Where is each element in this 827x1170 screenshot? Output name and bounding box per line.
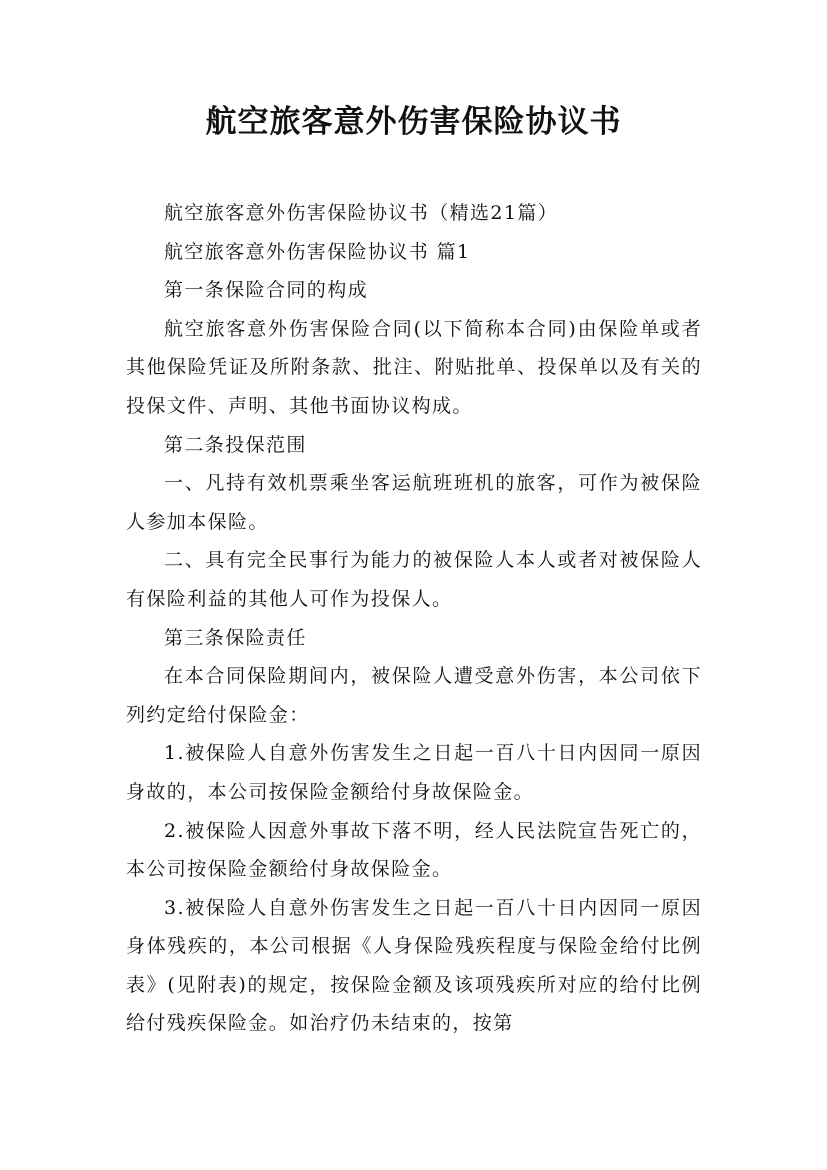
list-item: 3.被保险人自意外伤害发生之日起一百八十日内因同一原因身体残疾的，本公司根据《人身保险残疾程度与保险金给付比例表》(见附表)的规定，按保险金额及该项残疾所对应的给付比例给付残疾保险金。如治疗仍未结束的，按第 [126,896,702,1035]
article-heading-3: 第三条保险责任 [164,626,307,649]
document-title: 航空旅客意外伤害保险协议书 [205,104,622,140]
paragraph: 二、具有完全民事行为能力的被保险人本人或者对被保险人有保险利益的其他人可作为投保人。 [126,549,702,610]
subtitle-line: 航空旅客意外伤害保险协议书（精选21篇） [164,202,559,224]
list-item: 2.被保险人因意外事故下落不明，经人民法院宣告死亡的，本公司按保险金额给付身故保险金。 [126,819,702,881]
document-body [126,194,702,1043]
list-item: 1.被保险人自意外伤害发生之日起一百八十日内因同一原因身故的，本公司按保险金额给付身故保险金。 [126,742,702,803]
article-heading-2: 第二条投保范围 [164,433,307,456]
article-heading-1: 第一条保险合同的构成 [164,279,369,302]
section-heading: 航空旅客意外伤害保险协议书 篇1 [164,240,471,263]
paragraph: 在本合同保险期间内，被保险人遭受意外伤害，本公司依下列约定给付保险金： [126,665,702,726]
paragraph: 一、凡持有效机票乘坐客运航班班机的旅客，可作为被保险人参加本保险。 [126,472,702,533]
paragraph: 航空旅客意外伤害保险合同(以下简称本合同)由保险单或者其他保险凭证及所附条款、批注、附贴批单、投保单以及有关的投保文件、声明、其他书面协议构成。 [126,317,702,417]
